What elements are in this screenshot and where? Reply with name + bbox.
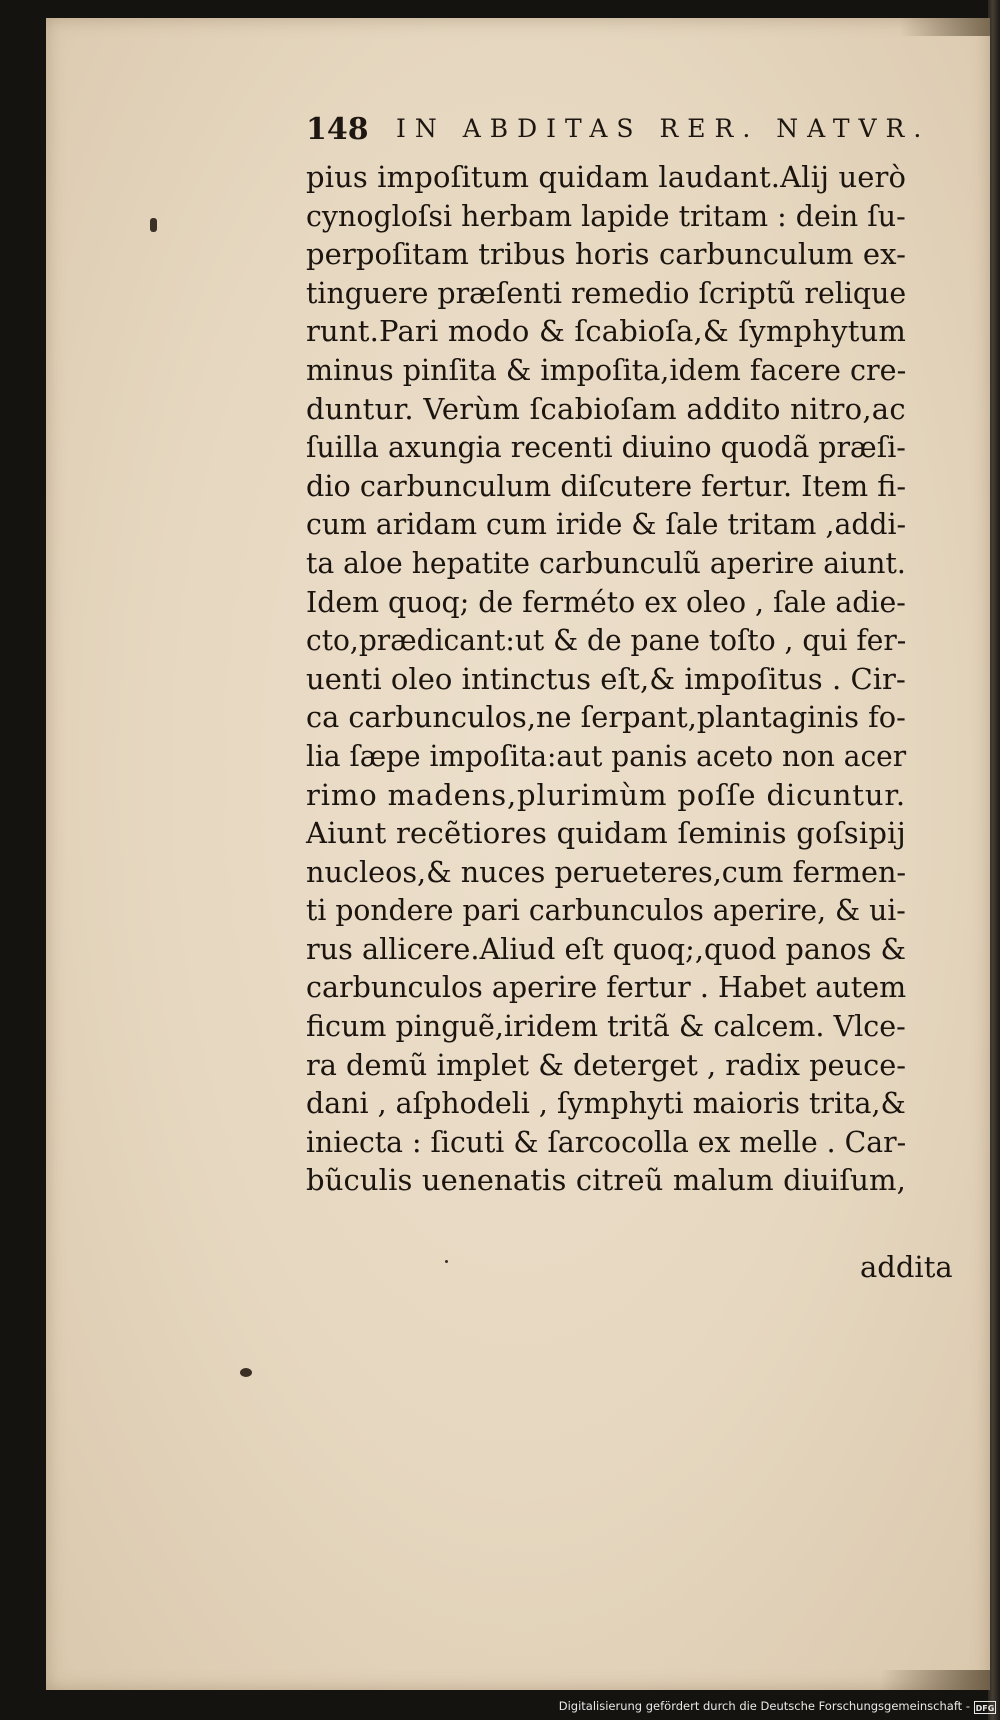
text-line: uenti oleo intinctus eſt,& impoſitus . Cir- bbox=[306, 661, 906, 696]
text-line: dio carbunculum diſcutere fertur. Item fi- bbox=[306, 468, 907, 503]
footer-credit: Digitalisierung gefördert durch die Deutsche Forschungsgemeinschaft - bbox=[558, 1699, 970, 1713]
text-line: ſuilla axungia recenti diuino quodã præſi- bbox=[306, 430, 906, 465]
text-line: perpoſitam tribus horis carbunculum ex- bbox=[306, 237, 907, 272]
text-line: rimo madens,plurimùm poſſe dicuntur. bbox=[306, 777, 907, 812]
running-head bbox=[306, 112, 931, 156]
ink-speck bbox=[150, 218, 157, 232]
text-line: bũculis uenenatis citreũ malum diuiſum, bbox=[306, 1163, 907, 1198]
text-line: Aiunt recẽtiores quidam ſeminis goſsipij bbox=[306, 816, 906, 851]
running-title: IN ABDITAS RER. NATVR. bbox=[396, 114, 931, 143]
text-line: runt.Pari modo & ſcabioſa,& ſymphytum bbox=[306, 314, 907, 349]
text-line: duntur. Verùm ſcabioſam addito nitro,ac bbox=[306, 391, 906, 426]
text-line: Idem quoq; de ferméto ex oleo , ſale adie- bbox=[306, 584, 906, 619]
ink-speck bbox=[240, 1368, 252, 1377]
text-line: tinguere præſenti remedio ſcriptũ relique bbox=[306, 275, 907, 310]
text-line: cto,prædicant:ut & de pane toſto , qui fer- bbox=[306, 623, 907, 658]
text-line: iniecta : ſicuti & ſarcocolla ex melle . Car- bbox=[306, 1124, 907, 1159]
text-line: ficum pinguẽ,iridem tritã & calcem. Vlce- bbox=[306, 1009, 906, 1044]
text-line: dani , aſphodeli , ſymphyti maioris trita,& bbox=[306, 1086, 906, 1121]
text-line: carbunculos aperire fertur . Habet autem bbox=[306, 970, 907, 1005]
text-line: ra demũ implet & deterget , radix peuce- bbox=[306, 1047, 906, 1082]
page-stain bbox=[900, 18, 990, 36]
ink-speck bbox=[445, 1260, 448, 1263]
text-line: ta aloe hepatite carbunculũ aperire aiunt. bbox=[306, 545, 906, 580]
text-line: minus pinſita & impoſita,idem facere cre- bbox=[306, 352, 907, 387]
text-line: ti pondere pari carbunculos aperire, & ui- bbox=[306, 893, 906, 928]
text-line: cynogloſsi herbam lapide tritam : dein ſu- bbox=[306, 198, 906, 233]
dfg-logo: DFG bbox=[974, 1701, 996, 1714]
text-line: nucleos,& nuces perueteres,cum fermen- bbox=[306, 854, 907, 889]
catchword: addita bbox=[860, 1250, 953, 1284]
text-line: pius impoſitum quidam laudant.Alij uerò bbox=[306, 160, 907, 194]
page-number: 148 bbox=[306, 112, 369, 147]
digitization-footer bbox=[0, 1690, 1000, 1720]
text-line: rus allicere.Aliud eſt quoq;,quod panos & bbox=[306, 931, 907, 966]
text-line: cum aridam cum iride & ſale tritam ,addi- bbox=[306, 507, 907, 542]
body-text bbox=[306, 158, 966, 1200]
page-stain bbox=[880, 1670, 990, 1690]
text-line: lia ſæpe impoſita:aut panis aceto non acer bbox=[306, 738, 907, 773]
text-line: ca carbunculos,ne ſerpant,plantaginis fo- bbox=[306, 700, 906, 735]
